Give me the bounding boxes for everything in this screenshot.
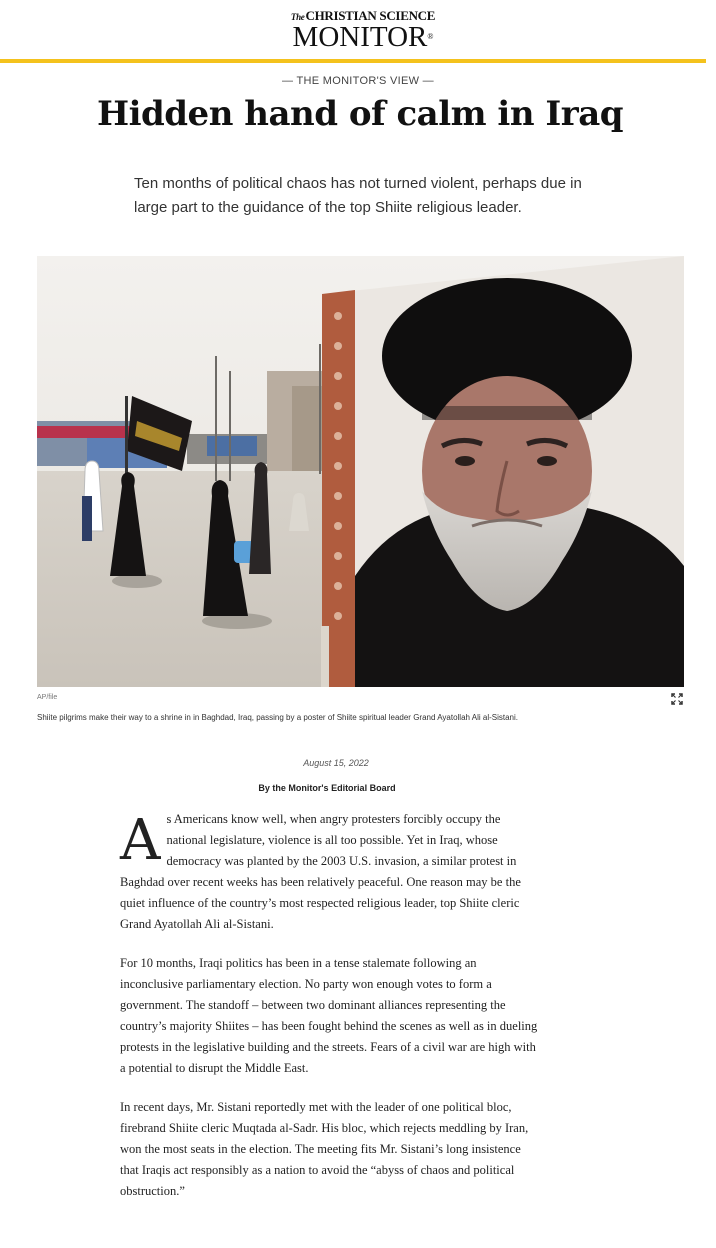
photo-credit: AP/file — [37, 694, 58, 701]
article-headline: Hidden hand of calm in Iraq — [96, 94, 624, 134]
site-logo[interactable] — [283, 8, 443, 53]
header-accent-bar — [0, 59, 706, 63]
logo-bottom-text: MONITOR — [292, 21, 428, 53]
article-body — [120, 809, 540, 1220]
logo-the: The — [290, 12, 305, 22]
photo-caption: Shiite pilgrims make their way to a shrine in in Baghdad, Iraq, passing by a poster of Shiite spiritual leader Grand Ayatollah Ali al-Sistani. — [37, 713, 518, 722]
section-kicker[interactable]: — THE MONITOR'S VIEW — — [282, 75, 434, 87]
article-date: August 15, 2022 — [303, 758, 369, 768]
paragraph-text: s Americans know well, when angry protesters forcibly occupy the national legislature, violence is all too possible. Yet in Iraq, whose democracy was planted by the 2003 U.S. invasion, a similar protest in Baghdad over recent weeks has been relatively peaceful. One reason may be the quiet influence of the country’s most respected religious leader, top Shiite cleric Grand Ayatollah Ali al-Sistani. — [120, 812, 521, 931]
article-photo[interactable] — [37, 256, 684, 687]
logo-registered-mark: ® — [427, 32, 434, 41]
article-paragraph-3: In recent days, Mr. Sistani reportedly met with the leader of one political bloc, firebrand Shiite cleric Muqtada al-Sadr. His bloc, which rejects meddling by Iran, won the most seats in the election. The meeting fits Mr. Sistani’s long insistence that Iraqis act responsibly as a nation to avoid the “abyss of chaos and political obstruction.” — [120, 1100, 529, 1198]
logo-top-text: CHRISTIAN SCIENCE — [305, 8, 436, 23]
site-header — [0, 0, 716, 60]
article-byline[interactable]: By the Monitor's Editorial Board — [258, 783, 396, 793]
drop-cap: A — [120, 808, 161, 873]
expand-icon[interactable] — [671, 692, 683, 704]
article-dek: Ten months of political chaos has not turned violent, perhaps due in large part to the guidance of the top Shiite religious leader. — [134, 175, 582, 216]
article-paragraph-1 — [120, 809, 540, 935]
logo-bottom-line — [283, 21, 443, 53]
article-paragraph-2: For 10 months, Iraqi politics has been in a tense stalemate following an inconclusive parliamentary election. No party won enough votes to form a government. The standoff – between two dominant alliances representing the country’s majority Shiites – has been fought behind the scenes as well as in dueling protests in the legislative building and the streets. Fears of a civil war are high with a potential to disrupt the Middle East. — [120, 956, 538, 1075]
